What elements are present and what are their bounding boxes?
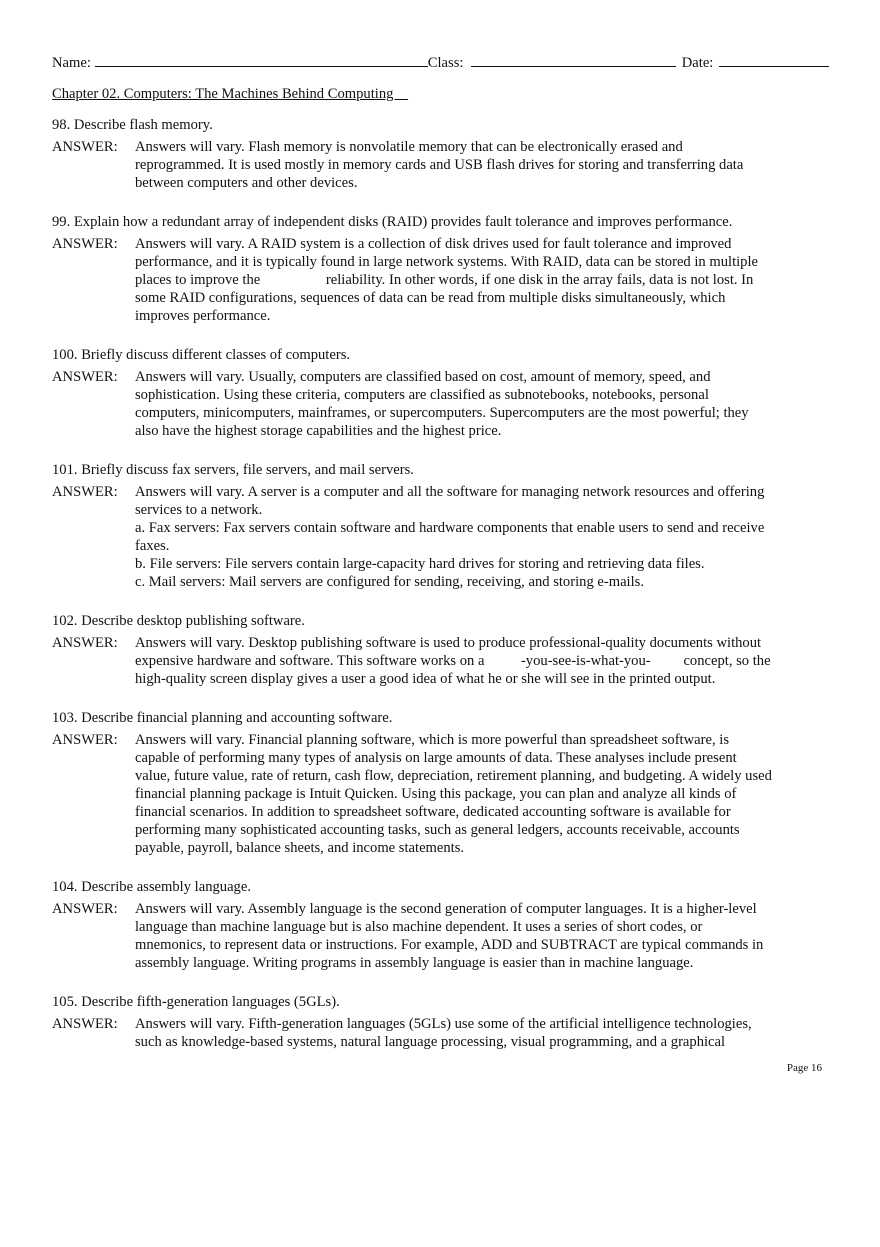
question-text: 104. Describe assembly language. [52,879,251,895]
answer-text [135,900,763,972]
question-text: 102. Describe desktop publishing software. [52,613,305,629]
question-text: 105. Describe fifth-generation languages (5GLs). [52,994,340,1010]
answer-line: capable of performing many types of analysis on large amounts of data. These analyses include present [135,750,737,766]
answer-line: faxes. [135,538,170,554]
question-text: 103. Describe financial planning and accounting software. [52,710,393,726]
answer-text [135,731,772,857]
answer-line: sophistication. Using these criteria, computers are classified as subnotebooks, notebooks, personal [135,387,709,403]
answer-line: payable, payroll, balance sheets, and income statements. [135,840,465,856]
answer-text [135,368,749,440]
answer-label: ANSWER: [52,732,118,748]
answer-label: ANSWER: [52,635,118,651]
question-entry [52,709,832,857]
answer-label: ANSWER: [52,139,118,155]
answer-block [52,368,832,440]
answer-line: c. Mail servers: Mail servers are configured for sending, receiving, and storing e-mails. [135,574,644,590]
answer-line: also have the highest storage capabilities and the highest price. [135,423,502,439]
answer-block [52,138,832,192]
class-blank [471,52,675,67]
answer-line: language than machine language but is also machine dependent. It uses a series of short codes, or [135,919,703,935]
question-entry [52,116,832,192]
name-label: Name: [52,55,91,71]
answer-line: Answers will vary. Usually, computers are classified based on cost, amount of memory, speed, and [135,369,711,385]
question-entry [52,461,832,591]
answer-text [135,1015,752,1051]
question-entry [52,612,832,688]
answer-line: Answers will vary. A RAID system is a collection of disk drives used for fault tolerance and improved [135,236,732,252]
question-text: 100. Briefly discuss different classes of computers. [52,347,351,363]
answer-line: performing many sophisticated accounting tasks, such as general ledgers, accounts receivable, accounts [135,822,740,838]
answer-block [52,235,832,325]
answer-line: Answers will vary. A server is a computer and all the software for managing network resources and offering [135,484,765,500]
answer-text [135,138,743,192]
answer-block [52,483,832,591]
answer-line: b. File servers: File servers contain large-capacity hard drives for storing and retrieving data files. [135,556,705,572]
answer-label: ANSWER: [52,1016,118,1032]
answer-line: services to a network. [135,502,263,518]
answer-line: Answers will vary. Financial planning software, which is more powerful than spreadsheet software, is [135,732,729,748]
answer-line: financial scenarios. In addition to spreadsheet software, dedicated accounting software is available for [135,804,731,820]
question-entry [52,346,832,440]
answer-line: Answers will vary. Desktop publishing software is used to produce professional-quality documents without [135,635,762,651]
answer-label: ANSWER: [52,236,118,252]
question-entry [52,993,832,1051]
chapter-title: Chapter 02. Computers: The Machines Behind Computing [52,86,409,102]
answer-line: between computers and other devices. [135,175,358,191]
answer-line: some RAID configurations, sequences of data can be read from multiple disks simultaneously, which [135,290,726,306]
answer-line: improves performance. [135,308,271,324]
answer-block [52,1015,832,1051]
question-text: 101. Briefly discuss fax servers, file servers, and mail servers. [52,462,414,478]
name-blank [95,52,428,67]
answer-text [135,235,758,325]
answer-line: a. Fax servers: Fax servers contain software and hardware components that enable users to send and receive [135,520,765,536]
answer-line: computers, minicomputers, mainframes, or supercomputers. Supercomputers are the most powerful; they [135,405,749,421]
answer-label: ANSWER: [52,901,118,917]
question-entry [52,213,832,325]
date-label: Date: [681,55,714,71]
answer-line: Answers will vary. Assembly language is the second generation of computer languages. It is a higher-level [135,901,757,917]
answer-line: high-quality screen display gives a user a good idea of what he or she will see in the printed output. [135,671,716,687]
question-entry [52,878,832,972]
answer-line: reprogrammed. It is used mostly in memory cards and USB flash drives for storing and transferring data [135,157,744,173]
answer-label: ANSWER: [52,484,118,500]
answer-line: Answers will vary. Fifth-generation languages (5GLs) use some of the artificial intelligence technologies, [135,1016,752,1032]
page-number: Page 16 [786,1062,822,1074]
class-label: Class: [427,55,464,71]
question-list [52,116,832,1072]
answer-line: places to improve the reliability. In other words, if one disk in the array fails, data is not lost. In [135,272,754,288]
answer-line: such as knowledge-based systems, natural language processing, visual programming, and a graphical [135,1034,726,1050]
answer-line: financial planning package is Intuit Quicken. Using this package, you can plan and analyze all kinds of [135,786,737,802]
answer-line: mnemonics, to represent data or instructions. For example, ADD and SUBTRACT are typical commands in [135,937,764,953]
answer-block [52,634,832,688]
question-text: 99. Explain how a redundant array of independent disks (RAID) provides fault tolerance and improves performance. [52,214,733,230]
student-info-header [52,52,829,72]
question-text: 98. Describe flash memory. [52,117,213,133]
answer-block [52,900,832,972]
answer-label: ANSWER: [52,369,118,385]
date-blank [719,52,829,67]
answer-line: value, future value, rate of return, cash flow, depreciation, retirement planning, and budgeting. A widely used [135,768,772,784]
answer-line: performance, and it is typically found in large network systems. With RAID, data can be stored in multiple [135,254,759,270]
answer-block [52,731,832,857]
answer-line: Answers will vary. Flash memory is nonvolatile memory that can be electronically erased and [135,139,683,155]
answer-text [135,483,764,591]
answer-line: expensive hardware and software. This software works on a -you-see-is-what-you- concept, so the [135,653,771,669]
answer-text [135,634,771,688]
answer-line: assembly language. Writing programs in assembly language is easier than in machine language. [135,955,694,971]
